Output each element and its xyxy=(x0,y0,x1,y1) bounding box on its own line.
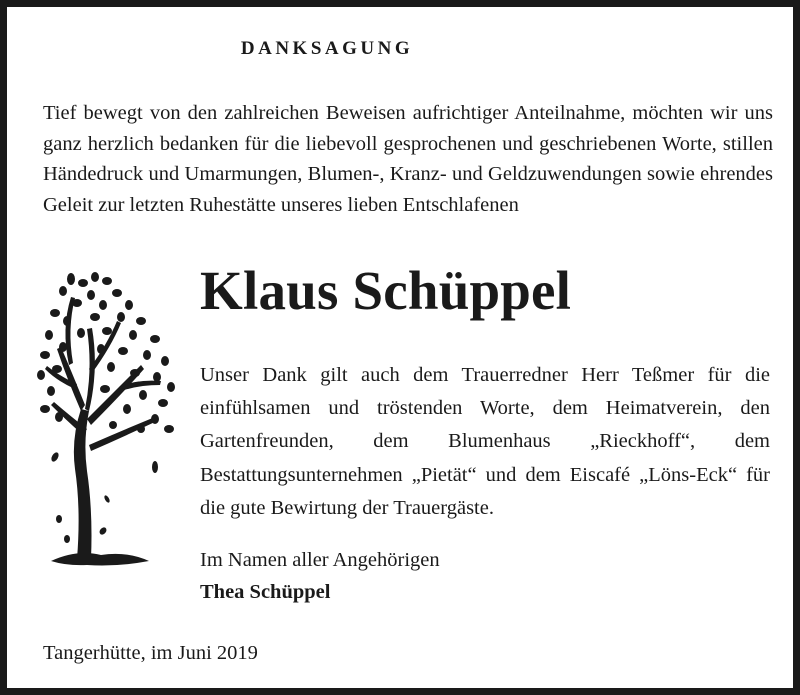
signature-line: Im Namen aller Angehörigen xyxy=(200,549,440,571)
place-date: Tangerhütte, im Juni 2019 xyxy=(43,642,258,664)
deceased-name: Klaus Schüppel xyxy=(200,260,572,321)
intro-text: Tief bewegt von den zahlreichen Beweisen aufrichtiger Anteilnahme, möchten wir uns ganz herzlich bedanken für die liebevoll gesprochenen und geschriebenen Worte, stillen Händedruck und Umarmungen, Blumen-, Kranz- und Geldzuwendungen sowie ehrendes Geleit zur letzten Ruhestätte unseres lieben Entschlafenen xyxy=(43,102,773,216)
signature-block xyxy=(200,544,440,608)
thanks-text: Unser Dank gilt auch dem Trauerredner Herr Teßmer für die einfühlsamen und tröstenden Worte, dem Heimatverein, den Gartenfreunden, dem Blumenhaus „Rieckhoff“, dem Bestattungsunternehmen „Pietät“ und dem Eiscafé „Löns-Eck“ für die gute Bewirtung der Trauergäste. xyxy=(200,364,770,519)
tree-icon xyxy=(37,269,177,574)
heading: DANKSAGUNG xyxy=(240,38,414,59)
signature-name: Thea Schüppel xyxy=(200,581,331,603)
